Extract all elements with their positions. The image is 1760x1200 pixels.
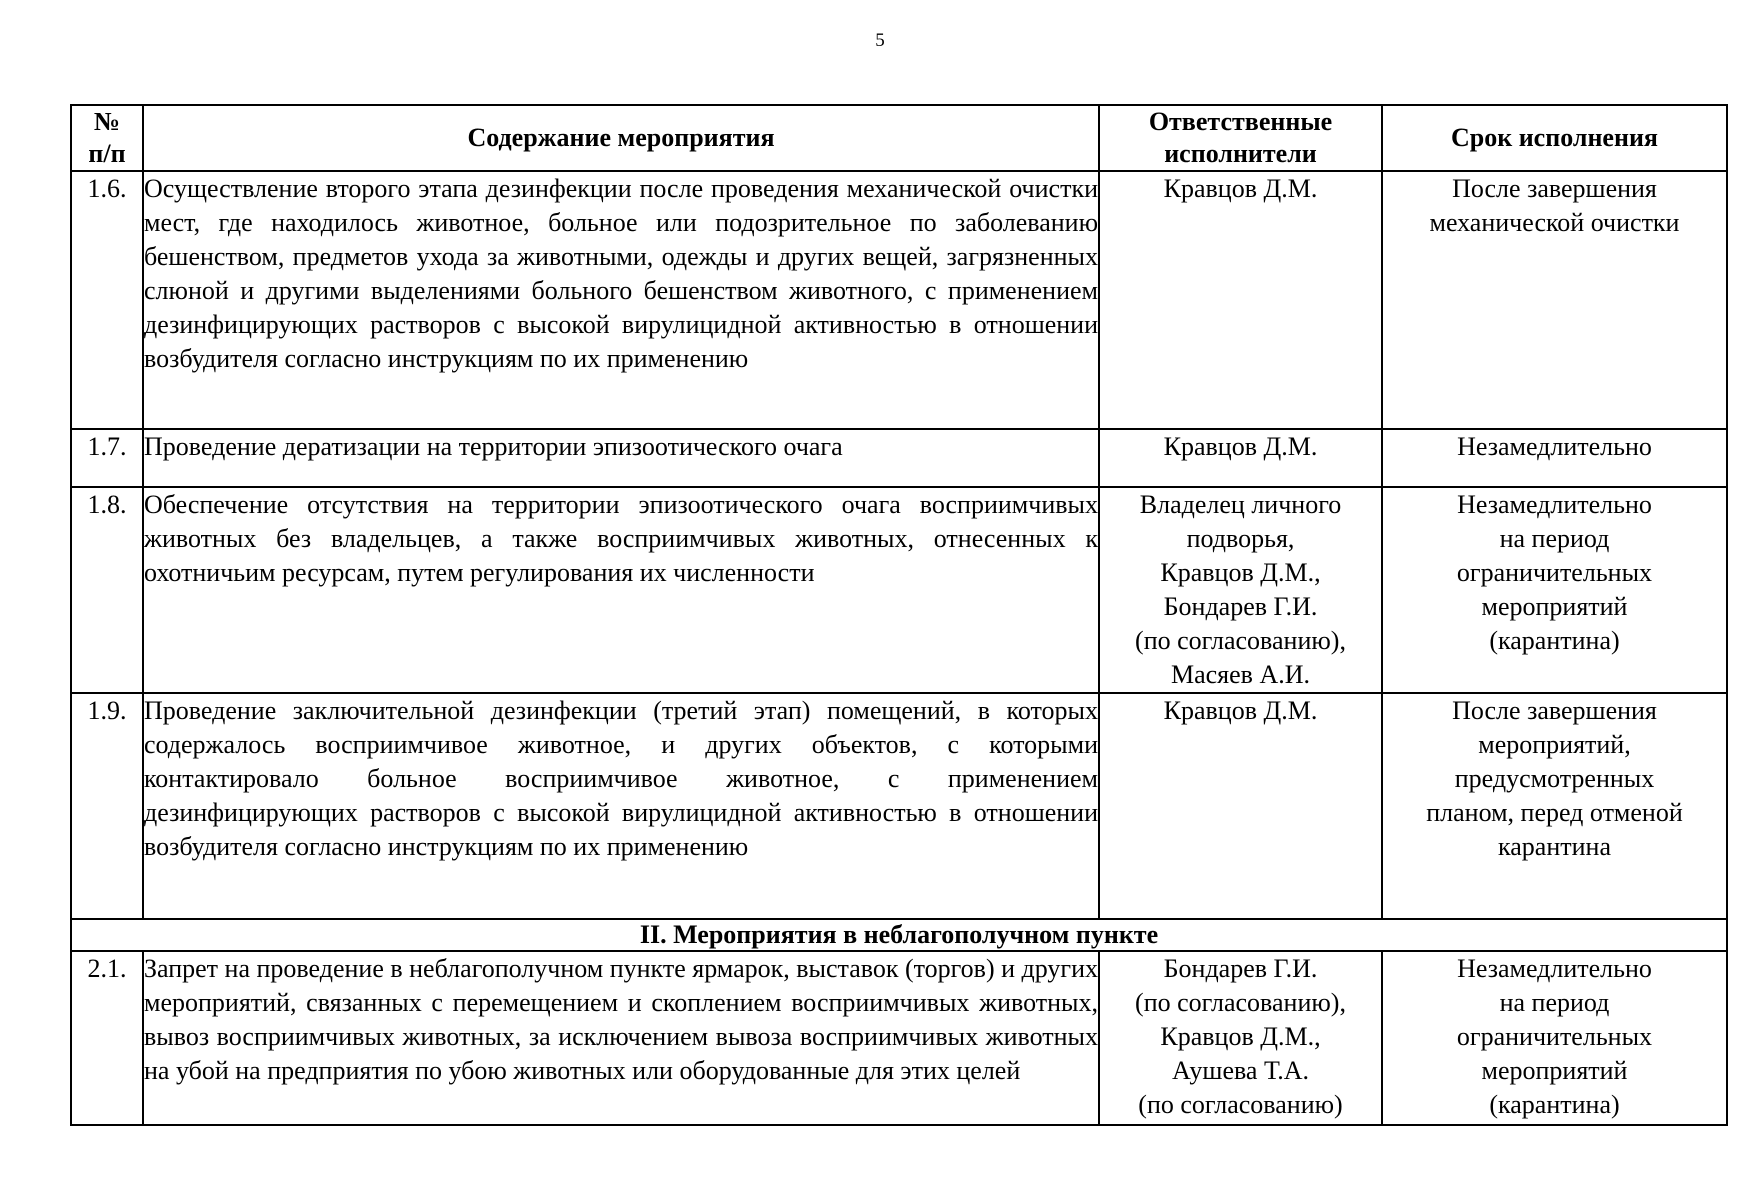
row-deadline: После завершения мероприятий, предусмотренных планом, перед отменой карантина [1382,693,1727,919]
row-deadline: Незамедлительно [1382,429,1727,487]
header-num-label: № п/п [88,107,126,168]
section-title: II. Мероприятия в неблагополучном пункте [71,919,1727,951]
row-deadline: Незамедлительно на период ограничительных мероприятий (карантина) [1382,951,1727,1125]
row-number: 1.6. [71,171,143,429]
header-content-label: Содержание мероприятия [467,123,775,152]
measures-table [70,104,1728,1126]
table-row [71,693,1727,919]
page-number: 5 [875,30,885,51]
row-content: Осуществление второго этапа дезинфекции после проведения механической очистки мест, где находилось животное, больное или подозрительное по заболеванию бешенством, предметов ухода за животными, одежды и других вещей, загрязненных слюной и другими выделениями больного бешенством животного, с применением дезинфицирующих растворов с высокой вирулицидной активностью в отношении возбудителя согласно инструкциям по их применению [143,171,1099,429]
row-responsible: Кравцов Д.М. [1099,171,1382,429]
section-row [71,919,1727,951]
row-content: Обеспечение отсутствия на территории эпизоотического очага восприимчивых животных без владельцев, а также восприимчивых животных, отнесенных к охотничьим ресурсам, путем регулирования их численности [143,487,1099,693]
row-number: 2.1. [71,951,143,1125]
row-responsible: Кравцов Д.М. [1099,429,1382,487]
row-content: Проведение заключительной дезинфекции (третий этап) помещений, в которых содержалось восприимчивое животное, и других объектов, с которыми контактировало больное восприимчивое животное, с применением дезинфицирующих растворов с высокой вирулицидной активностью в отношении возбудителя согласно инструкциям по их применению [143,693,1099,919]
header-responsible [1099,105,1382,171]
table-row [71,171,1727,429]
header-deadline-label: Срок исполнения [1450,123,1658,152]
row-number: 1.7. [71,429,143,487]
row-content: Проведение дератизации на территории эпизоотического очага [143,429,1099,487]
row-deadline: После завершения механической очистки [1382,171,1727,429]
row-responsible: Кравцов Д.М. [1099,693,1382,919]
table-row [71,429,1727,487]
row-number: 1.9. [71,693,143,919]
header-num [71,105,143,171]
header-responsible-label: Ответственные исполнители [1148,107,1333,168]
header-deadline [1382,105,1727,171]
row-responsible: Владелец личного подворья, Кравцов Д.М., Бондарев Г.И. (по согласованию), Масяев А.И. [1099,487,1382,693]
table-row [71,951,1727,1125]
table-row [71,487,1727,693]
row-responsible: Бондарев Г.И. (по согласованию), Кравцов Д.М., Аушева Т.А. (по согласованию) [1099,951,1382,1125]
row-number: 1.8. [71,487,143,693]
table-header-row [71,105,1727,171]
row-deadline: Незамедлительно на период ограничительных мероприятий (карантина) [1382,487,1727,693]
header-content [143,105,1099,171]
row-content: Запрет на проведение в неблагополучном пункте ярмарок, выставок (торгов) и других мероприятий, связанных с перемещением и скоплением восприимчивых животных, вывоз восприимчивых животных, за исключением вывоза восприимчивых животных на убой на предприятия по убою животных или оборудованные для этих целей [143,951,1099,1125]
